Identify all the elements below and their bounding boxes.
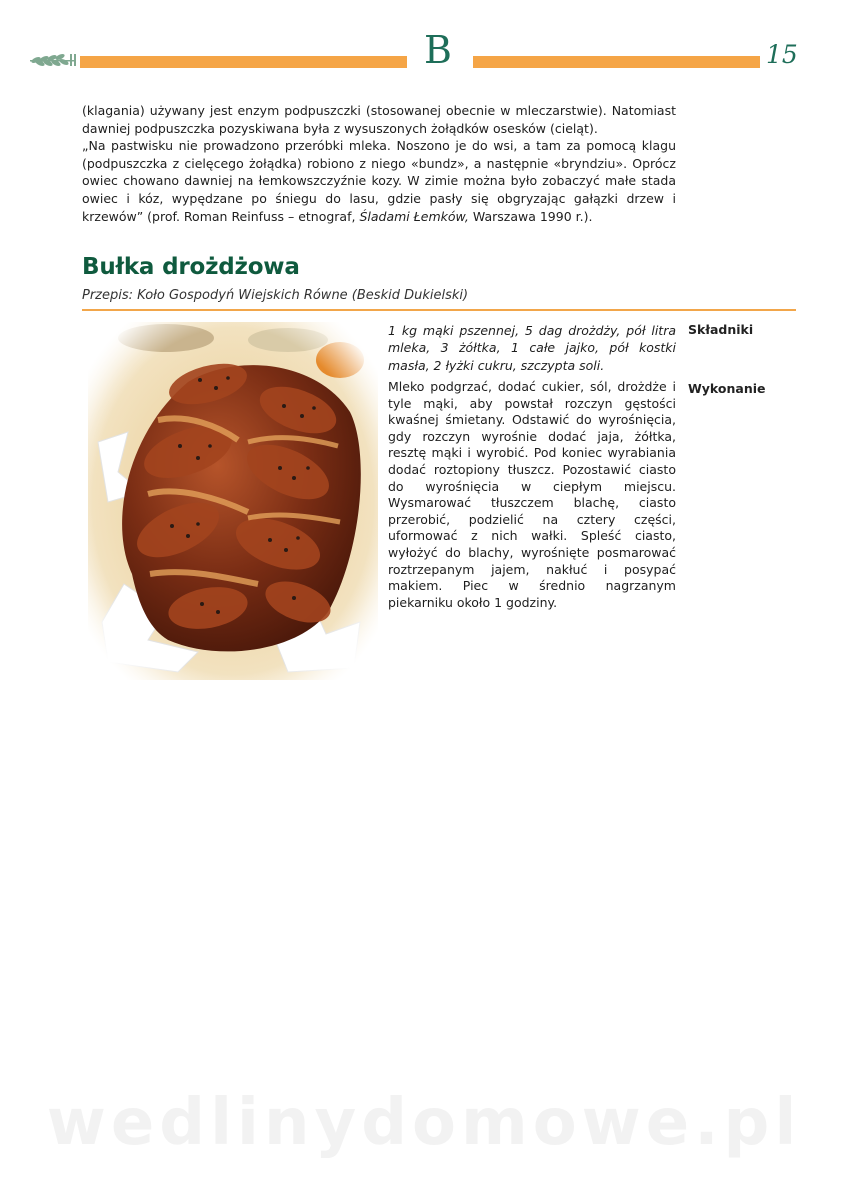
- braided-bread-photo: [88, 322, 378, 680]
- ingredients-text: 1 kg mąki pszennej, 5 dag drożdży, pół litra mleka, 3 żółtka, 1 całe jajko, pół kostki masła, 2 łyżki cukru, szczypta soli.: [388, 323, 676, 373]
- intro-paragraph-1: (klagania) używany jest enzym podpuszczki (stosowanej obecnie w mleczarstwie). Natomiast dawniej podpuszczka pozyskiwana była z wysuszonych żołądków osesków (cieląt).: [82, 103, 676, 136]
- method-label: Wykonanie: [688, 381, 766, 396]
- header-bar-right: [473, 56, 760, 68]
- page-number: 15: [766, 40, 798, 69]
- intro-text: [82, 102, 676, 225]
- page-header: [0, 0, 848, 100]
- intro-quote: „Na pastwisku nie prowadzono przeróbki mleka. Noszono je do wsi, a tam za pomocą klagu (podpuszczka z cielęcego żołądka) robiono z niego «bundz», a następnie «bryndziu». Oprócz owiec chowano dawniej na łemkowszczyźnie kozy. W zimie można było zobaczyć małe stada owiec i kóz, wypędzane po śniegu do lasu, gdzie pasły się obgryzając gałązki drzew i krzewów” (prof. Roman Reinfuss – etnograf,: [82, 138, 676, 224]
- method-text: Mleko podgrzać, dodać cukier, sól, drożdże i tyle mąki, aby powstał rozczyn gęstości kwaśnej śmietany. Odstawić do wyrośnięcia, gdy rozczyn wyrośnie dodać jaja, żółtka, resztę mąki i wyrobić. Pod koniec wyrabiania dodać roztopiony tłuszcz. Pozostawić ciasto do wyrośnięcia w ciepłym miejscu. Wysmarować tłuszczem blachę, ciasto przerobić, podzielić na cztery części, uformować z nich wałki. Spleść ciasto, wyłożyć do blachy, wyrośnięte posmarować roztrzepanym jajem, nakłuć i posypać makiem. Piec w średnio nagrzanym piekarniku około 1 godziny.: [388, 379, 676, 610]
- recipe-subtitle: Przepis: Koło Gospodyń Wiejskich Równe (Beskid Dukielski): [82, 288, 469, 303]
- recipe-title: Bułka drożdżowa: [82, 254, 300, 280]
- intro-citation-end: Warszawa 1990 r.).: [468, 208, 593, 224]
- ingredients-label: Składniki: [688, 322, 754, 337]
- section-letter: B: [424, 28, 452, 72]
- wheat-ornament-icon: [28, 50, 80, 70]
- book-title: Śladami Łemków,: [359, 208, 469, 224]
- watermark: wedlinydomowe.pl: [46, 1086, 802, 1160]
- header-bar-left: [80, 56, 407, 68]
- intro-paragraph-2: [82, 137, 676, 225]
- section-divider: [82, 309, 796, 311]
